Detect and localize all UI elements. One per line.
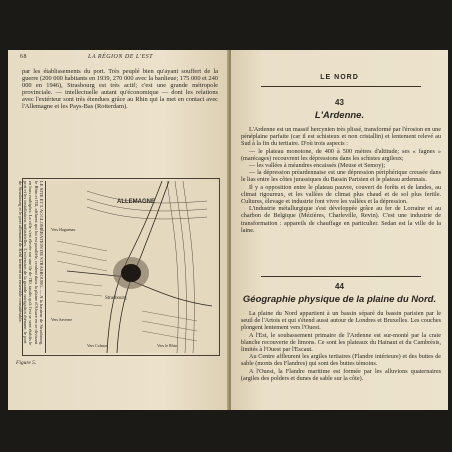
map-label-top: ALLEMAGNE — [117, 199, 155, 205]
paragraph: A l'Ouest, la Flandre maritime est formée par les alluvions quaternaires (argiles des polders et dunes de sable sur la côte). — [241, 367, 441, 382]
section-43-title: L'Ardenne. — [314, 110, 365, 121]
paragraph: Il y a opposition entre le plateau pauvre, couvert de forêts et de landes, au climat rigoureux, et les vallées de climat plus chaud et de sol plus fertile. Cultures, élevage et industrie font vivre les vallées et la dépression. — [241, 183, 441, 206]
page-number: 68 — [20, 54, 27, 60]
paragraph: La plaine du Nord appartient à un bassin séparé du bassin parisien par le seuil de l'Artois et qui s'étend aussi autour de Londres et Bruxelles. Les couches plongent lentement vers l'Ouest. — [241, 310, 441, 332]
section-44-title: Géographie physique de la plaine du Nord. — [242, 294, 437, 305]
running-head: LA RÉGION DE L'EST — [88, 54, 154, 60]
strasbourg-map — [47, 181, 217, 353]
paragraph: L'Ardenne est un massif hercynien très plissé, transformé par l'érosion en une pénéplaine parfaite (car il est schisteux et non cristallin) et lentement relevé au Sud à la fin du tertiaire. D'où trois aspects : — [241, 126, 441, 148]
figure-caption-column — [17, 181, 46, 353]
left-page — [8, 50, 229, 410]
section-44-number: 44 — [335, 282, 344, 291]
open-book-spread — [8, 50, 448, 410]
figure-label: Figure 5. — [16, 360, 37, 366]
left-body-text: par les établissements du port. Très peuplé bien qu'ayant souffert de la guerre (200 000 habitants en 1939, 270 000 avec la banlieue; 175 000 et 240 000 en 1946), Strasbourg est très actif; c'est une grande métropole provinciale. — intellectuelle autant qu'économique — dont les relations avec l'extérieur sont très étendues grâce au Rhin qui la met en contact avec l'Allemagne et les Pays-Bas (Rotterdam). — [22, 68, 218, 111]
section-rule — [261, 276, 421, 277]
map-label-east: Vers le Rhin — [157, 343, 177, 348]
paragraph: L'industrie métallurgique s'est développée grâce au fer de Lorraine et au charbon de Belgique (Mézières, Charleville, Revin). C'est une industrie de transformation : appareils de chauffage en particulier. Sedan est la ville de la laine. — [241, 205, 441, 234]
section-43-body — [241, 126, 441, 234]
section-43-number: 43 — [335, 98, 344, 107]
map-label-south: Vers Colmar — [87, 343, 108, 348]
chapter-heading: LE NORD — [320, 74, 359, 81]
paragraph: A l'Est, le soubassement primaire de l'Ardenne est sur-monté par la craie blanche recouverte de limons. Ce sont les plateaux du Hainaut et du Cambrésis, limités à l'Ouest par l'Escaut. — [241, 331, 441, 354]
chapter-rule — [261, 86, 421, 87]
map-label-city: Strasbourg — [105, 296, 127, 301]
map-label-west: Vers Saverne — [51, 317, 72, 322]
paragraph: — le plateau monotone, de 400 à 500 mètres d'altitude; ses « fagnes » (marécages) recouvrent les dépressions dans les schistes argileux; — [241, 147, 441, 162]
map-drawing — [47, 181, 217, 353]
paragraph: Au Centre affleurent les argiles tertiaires (Flandre intérieure) et des buttes de sable (monts des Flandres) qui sont des buttes témoins. — [241, 353, 441, 368]
strasbourg-figure — [17, 178, 220, 356]
paragraph: — les vallées à méandres encaissés (Meuse et Semoy); — [249, 162, 386, 170]
paragraph: — la dépression préardennaise est une dépression périphérique creusée dans le lias entre les côtes jurassiques du Bassin Parisien et le plateau ardennais. — [241, 169, 441, 184]
section-44-body — [241, 310, 441, 382]
city-centre-mark — [121, 264, 141, 282]
right-page — [231, 50, 448, 410]
figure-caption: LE SITE ET L'AGGLOMÉRATION DE STRASBOURG. — A la hauteur de Strasbourg, le Rhin et l'Ill, affluent qui lui est parallèle, coulent dans la plaine d'Alsace en se divisant en bras multiples. La ville s'est élevée sur une île de l'Ill, tandis qu'à l'est se sont établis le port et les installations industrielles. L'extension de la grande navigation rhénane, le port de Strasbourg et le port allemand de Kehl forment un ensemble considérable. — [17, 181, 44, 346]
map-label-north: Vers Haguenau — [51, 227, 76, 232]
